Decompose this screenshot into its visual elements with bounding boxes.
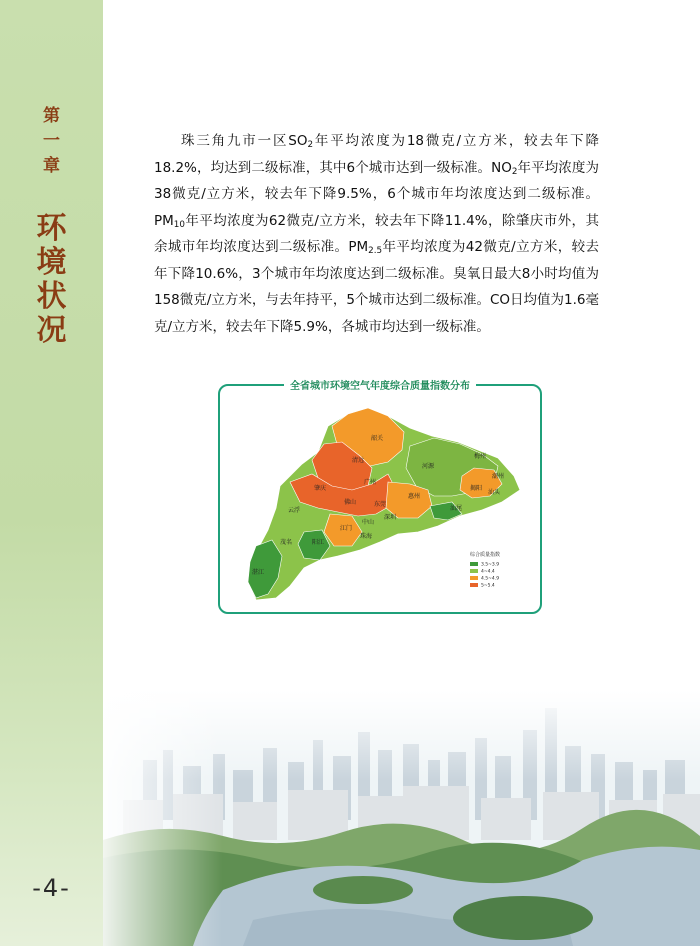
- chapter-title: 环 境 状 况: [36, 211, 67, 348]
- city-label-shanwei: 汕尾: [450, 505, 463, 512]
- air-quality-map-figure: [218, 381, 542, 614]
- city-label-zhanjiang: 湛江: [252, 569, 265, 576]
- legend-title: 综合质量指数: [470, 552, 501, 558]
- city-label-zhuhai: 珠海: [360, 533, 373, 540]
- city-label-shantou: 汕头: [488, 489, 501, 496]
- city-label-zhongshan: 中山: [362, 519, 375, 526]
- body-paragraph: 珠三角九市一区$SO_2$年平均浓度为18微克/立方米，较去年下降18.2%，均达到二级标准，其中6个城市达到一级标准。$NO_2$年平均浓度为38微克/立方米，较去年下降9.5%，6个城市年均浓度达到二级标准。$PM_{10}$年平均浓度为62微克/立方米，较去年下降11.4%，除肇庆市外，其余城市年均浓度达到二级标准。$PM_{2.5}$年平均浓度为42微克/立方米，较去年下降10.6%，3个城市年均浓度达到二级标准。臭氧日最大8小时均值为158微克/立方米，与去年持平，5个城市达到二级标准。CO日均值为1.6毫克/立方米，较去年下降5.9%，各城市均达到一级标准。: [154, 133, 599, 335]
- city-label-zhaoqing: 肇庆: [314, 485, 327, 492]
- legend-swatch-1: [470, 562, 478, 566]
- chapter-number: 第 一 章: [43, 106, 60, 176]
- city-label-shenzhen: 深圳: [384, 514, 397, 521]
- city-label-qingyuan: 清远: [352, 457, 365, 464]
- city-label-meizhou: 梅州: [474, 453, 487, 460]
- legend-label-2: 4~4.4: [481, 569, 495, 575]
- legend-swatch-4: [470, 583, 478, 587]
- city-label-yunfu: 云浮: [288, 507, 301, 514]
- legend-swatch-3: [470, 576, 478, 580]
- guangdong-map: [220, 386, 540, 612]
- legend-swatch-2: [470, 569, 478, 573]
- city-label-chaozhou: 潮州: [492, 473, 505, 480]
- legend-label-4: 5~5.4: [481, 583, 495, 589]
- legend-label-3: 4.5~4.9: [481, 576, 500, 582]
- page-number: -4-: [32, 874, 71, 902]
- city-skyline-illustration: [103, 690, 700, 946]
- city-label-maoming: 茂名: [280, 539, 293, 546]
- city-label-foshan: 佛山: [344, 499, 357, 506]
- city-label-heyuan: 河源: [422, 463, 435, 470]
- city-label-jieyang: 揭阳: [470, 485, 483, 492]
- city-label-guangzhou: 广州: [364, 479, 377, 486]
- map-title: 全省城市环境空气年度综合质量指数分布: [284, 377, 476, 392]
- city-label-yangjiang: 阳江: [312, 539, 325, 546]
- city-label-jiangmen: 江门: [340, 525, 353, 532]
- city-label-huizhou: 惠州: [408, 493, 421, 500]
- city-label-dongguan: 东莞: [374, 501, 387, 508]
- city-label-shaoguan: 韶关: [371, 435, 384, 442]
- map-legend: [470, 551, 500, 589]
- legend-label-1: 3.5~3.9: [481, 562, 500, 568]
